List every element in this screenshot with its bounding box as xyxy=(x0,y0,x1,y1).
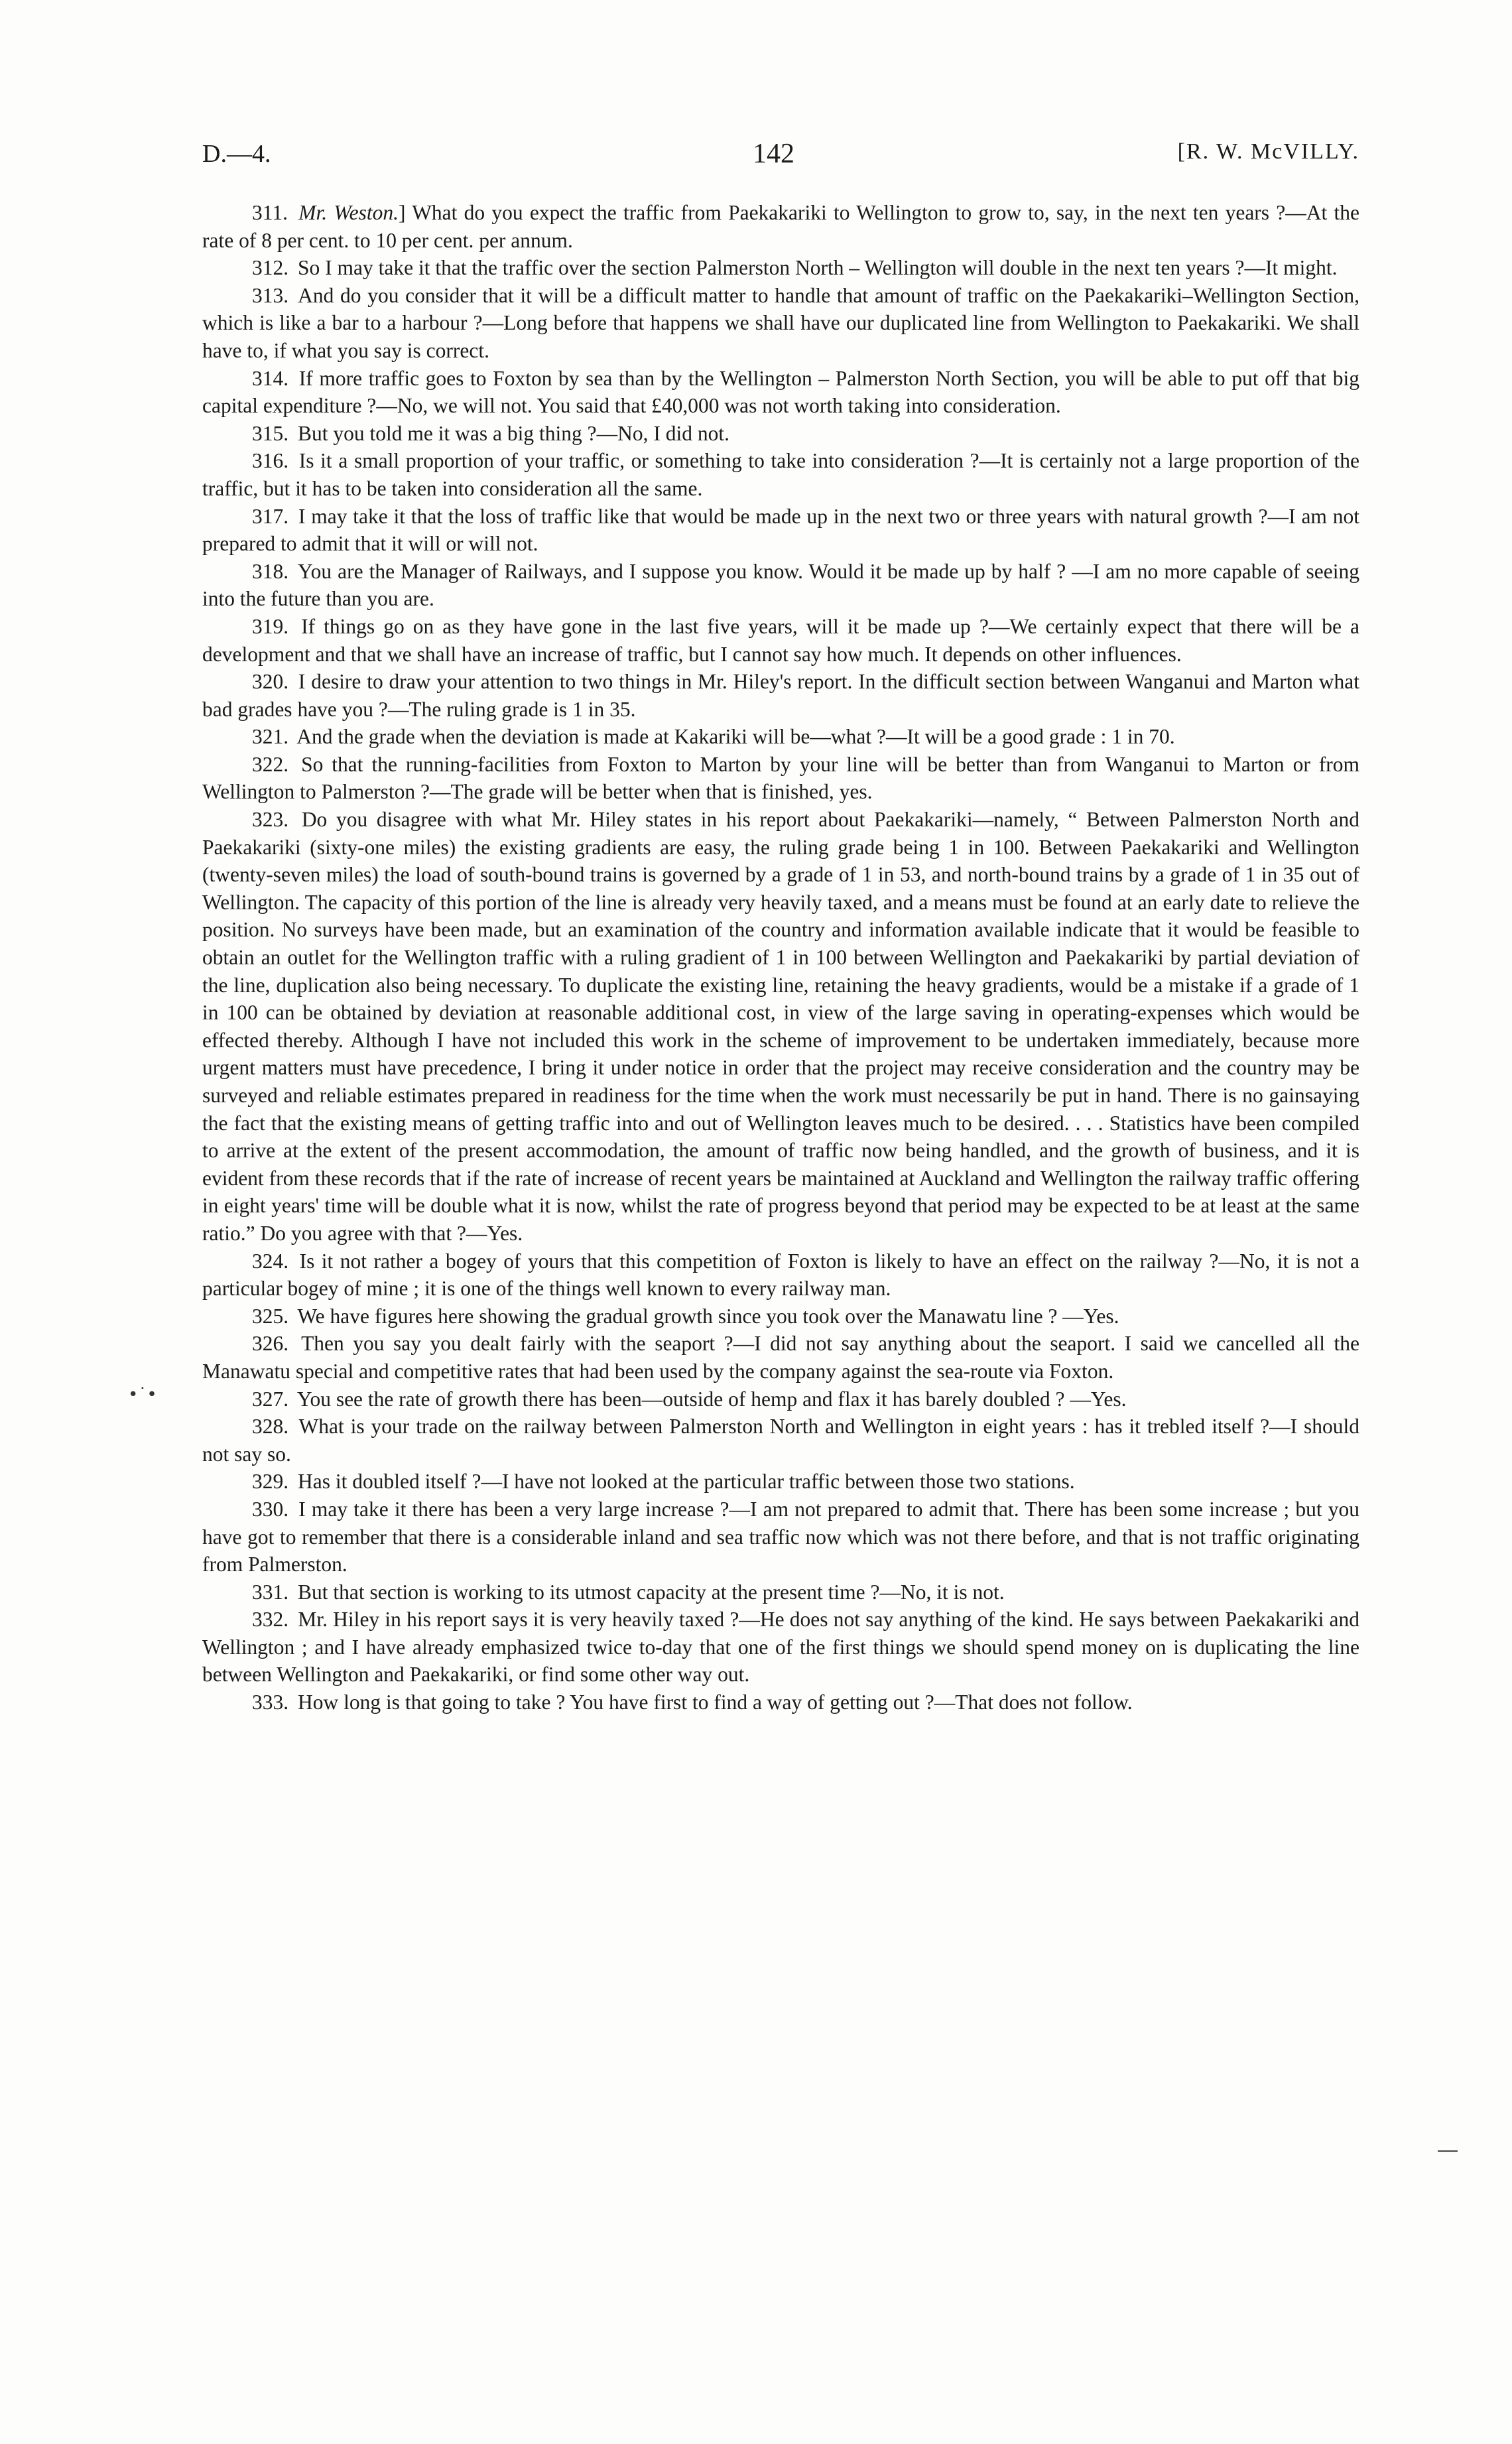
question-text: Is it not rather a bogey of yours that this competition of Foxton is likely to have an effect on the railway ?—No, it is not a particular bogey of mine ; it is one of the things well known to every railway man. xyxy=(202,1249,1360,1301)
question-text: But you told me it was a big thing ?—No, I did not. xyxy=(298,421,729,445)
question-paragraph xyxy=(202,1689,1359,1716)
page-header xyxy=(202,139,1359,179)
question-paragraph xyxy=(202,751,1359,806)
question-number: 332. xyxy=(252,1608,289,1632)
question-number: 317. xyxy=(252,504,289,528)
question-text: I may take it that the loss of traffic like that would be made up in the next two or three years with natural growth ?—I am not prepared to admit that it will or will not. xyxy=(202,504,1359,556)
question-number: 327. xyxy=(252,1387,289,1411)
question-text: I desire to draw your attention to two things in Mr. Hiley's report. In the difficult section between Wanganui and Marton what bad grades have you ?—The ruling grade is 1 in 35. xyxy=(202,670,1360,721)
question-text: If things go on as they have gone in the last five years, will it be made up ?—We certainly expect that there will be a development and that we shall have an increase of traffic, but I cannot say how much. It depends on other influences. xyxy=(202,614,1359,666)
question-text: Do you disagree with what Mr. Hiley states in his report about Paekakariki—namely, “ Between Palmerston North and Paekakariki (sixty-one miles) the existing gradients are easy, the ruling grade being 1 in 100. Between Paekakariki and Wellington (twenty-seven miles) the load of south-bound trains is governed by a grade of 1 in 53, and north-bound trains by a grade of 1 in 35 out of Wellington. The capacity of this portion of the line is already very heavily taxed, and a means must be found at an early date to relieve the position. No surveys have been made, but an examination of the country and information available indicate that it would be feasible to obtain an outlet for the Wellington traffic with a ruling gradient of 1 in 100 between Wellington and Paekakariki by partial deviation of the line, duplication also being necessary. To duplicate the existing line, retaining the heavy gradients, would be a mistake if a grade of 1 in 100 can be obtained by deviation at reasonable additional cost, in view of the large saving in operating-expenses which would be effected thereby. Although I have not included this work in the scheme of improvement to be undertaken immediately, because more urgent matters must have precedence, I bring it under notice in order that the project may receive consideration and the country may be surveyed and reliable estimates prepared in readiness for the time when the work must necessarily be put in hand. There is no gainsaying the fact that the existing means of getting traffic into and out of Wellington leaves much to be desired. . . . Statistics have been compiled to arrive at the extent of the present accommodation, the amount of traffic now being handled, and the growth of business, and it is evident from these records that if the rate of increase of recent years be maintained at Auckland and Wellington the railway traffic offering in eight years' time will be double what it is now, whilst the rate of progress beyond that period may be expected to be at least at the same ratio.” Do you agree with that ?—Yes. xyxy=(202,808,1360,1245)
question-paragraph xyxy=(202,668,1359,723)
question-paragraph xyxy=(202,282,1359,365)
question-text: Then you say you dealt fairly with the seaport ?—I did not say anything about the seaport. I said we cancelled all the Manawatu special and competitive rates that had been used by the company against the sea-route via Foxton. xyxy=(202,1332,1359,1383)
question-number: 325. xyxy=(252,1304,289,1328)
question-number: 330. xyxy=(252,1497,289,1521)
page-body xyxy=(202,199,1359,1716)
question-text: If more traffic goes to Foxton by sea than by the Wellington – Palmerston North Section, you will be able to put off that big capital expenditure ?—No, we will not. You said that £40,000 was not worth taking into consideration. xyxy=(202,366,1360,418)
question-paragraph xyxy=(202,199,1359,254)
question-number: 324. xyxy=(252,1249,289,1273)
question-number: 329. xyxy=(252,1470,289,1494)
question-text: You see the rate of growth there has been—outside of hemp and flax it has barely doubled ? —Yes. xyxy=(296,1387,1127,1411)
question-paragraph xyxy=(202,365,1359,420)
question-number: 323. xyxy=(252,808,289,832)
question-paragraph xyxy=(202,1578,1359,1606)
question-text: Is it a small proportion of your traffic, or something to take into consideration ?—It is certainly not a large proportion of the traffic, but it has to be taken into consideration all the same. xyxy=(202,449,1360,500)
question-number: 328. xyxy=(252,1415,289,1439)
speaker-name: Mr. Weston. xyxy=(298,201,399,224)
question-text: How long is that going to take ? You have first to find a way of getting out ?—That does not follow. xyxy=(298,1691,1133,1714)
question-number: 326. xyxy=(252,1332,289,1356)
question-paragraph xyxy=(202,503,1359,558)
question-text: I may take it there has been a very large increase ?—I am not prepared to admit that. There has been some increase ; but you have got to remember that there is a considerable inland and sea traffic now which was not there before, and that is not traffic originating from Palmerston. xyxy=(202,1497,1359,1576)
question-text: ] What do you expect the traffic from Paekakariki to Wellington to grow to, say, in the next ten years ?—At the rate of 8 per cent. to 10 per cent. per annum. xyxy=(202,201,1359,252)
question-paragraph xyxy=(202,420,1359,448)
question-number: 315. xyxy=(252,421,289,445)
question-text: Has it doubled itself ?—I have not looked at the particular traffic between those two stations. xyxy=(298,1470,1075,1494)
question-paragraph xyxy=(202,1248,1359,1303)
question-number: 314. xyxy=(252,366,289,390)
question-paragraph xyxy=(202,1385,1359,1413)
witness-name: [R. W. McVILLY. xyxy=(1177,139,1359,164)
document-reference: D.—4. xyxy=(202,140,271,168)
question-text: What is your trade on the railway between Palmerston North and Wellington in eight years : has it trebled itself ?—I should not say so. xyxy=(202,1415,1359,1466)
question-text: So that the running-facilities from Foxton to Marton by your line will be better than from Wanganui to Marton or from Wellington to Palmerston ?—The grade will be better when that is finished, yes. xyxy=(202,752,1360,804)
question-text: Mr. Hiley in his report says it is very heavily taxed ?—He does not say anything of the kind. He says between Paekakariki and Wellington ; and I have already emphasized twice to-day that one of the first things we should spend money on is duplicating the line between Wellington and Paekakariki, or find some other way out. xyxy=(202,1608,1360,1687)
page-number: 142 xyxy=(753,139,794,169)
question-number: 333. xyxy=(252,1691,289,1714)
question-text: And do you consider that it will be a difficult matter to handle that amount of traffic on the Paekakariki–Wellington Section, which is like a bar to a harbour ?—Long before that happens we shall have our duplicated line from Wellington to Paekakariki. We shall have to, if what you say is correct. xyxy=(202,283,1359,362)
question-number: 322. xyxy=(252,752,289,776)
question-number: 319. xyxy=(252,614,289,638)
question-number: 320. xyxy=(252,670,289,694)
question-number: 313. xyxy=(252,283,289,307)
question-text: But that section is working to its utmost capacity at the present time ?—No, it is not. xyxy=(298,1580,1005,1604)
question-text: And the grade when the deviation is made at Kakariki will be—what ?—It will be a good grade : 1 in 70. xyxy=(296,725,1175,749)
question-number: 321. xyxy=(252,725,289,749)
question-number: 312. xyxy=(252,256,289,280)
question-paragraph xyxy=(202,806,1359,1248)
question-paragraph xyxy=(202,613,1359,668)
question-number: 311. xyxy=(252,201,288,224)
scan-mark: ― xyxy=(1438,2139,1458,2162)
scan-mark: •˙• xyxy=(128,1385,157,1405)
question-text: So I may take it that the traffic over the section Palmerston North – Wellington will double in the next ten years ?—It might. xyxy=(298,256,1338,280)
question-number: 318. xyxy=(252,559,289,583)
question-paragraph xyxy=(202,723,1359,751)
question-paragraph xyxy=(202,1468,1359,1496)
question-text: We have figures here showing the gradual growth since you took over the Manawatu line ? —Yes. xyxy=(297,1304,1119,1328)
question-paragraph xyxy=(202,447,1359,502)
question-paragraph xyxy=(202,1303,1359,1330)
question-paragraph xyxy=(202,1606,1359,1689)
question-paragraph xyxy=(202,558,1359,613)
question-text: You are the Manager of Railways, and I suppose you know. Would it be made up by half ? —I am no more capable of seeing into the future than you are. xyxy=(202,559,1359,611)
question-paragraph xyxy=(202,254,1359,282)
question-paragraph xyxy=(202,1413,1359,1468)
question-paragraph xyxy=(202,1330,1359,1385)
question-paragraph xyxy=(202,1496,1359,1578)
question-number: 331. xyxy=(252,1580,289,1604)
question-number: 316. xyxy=(252,449,289,473)
